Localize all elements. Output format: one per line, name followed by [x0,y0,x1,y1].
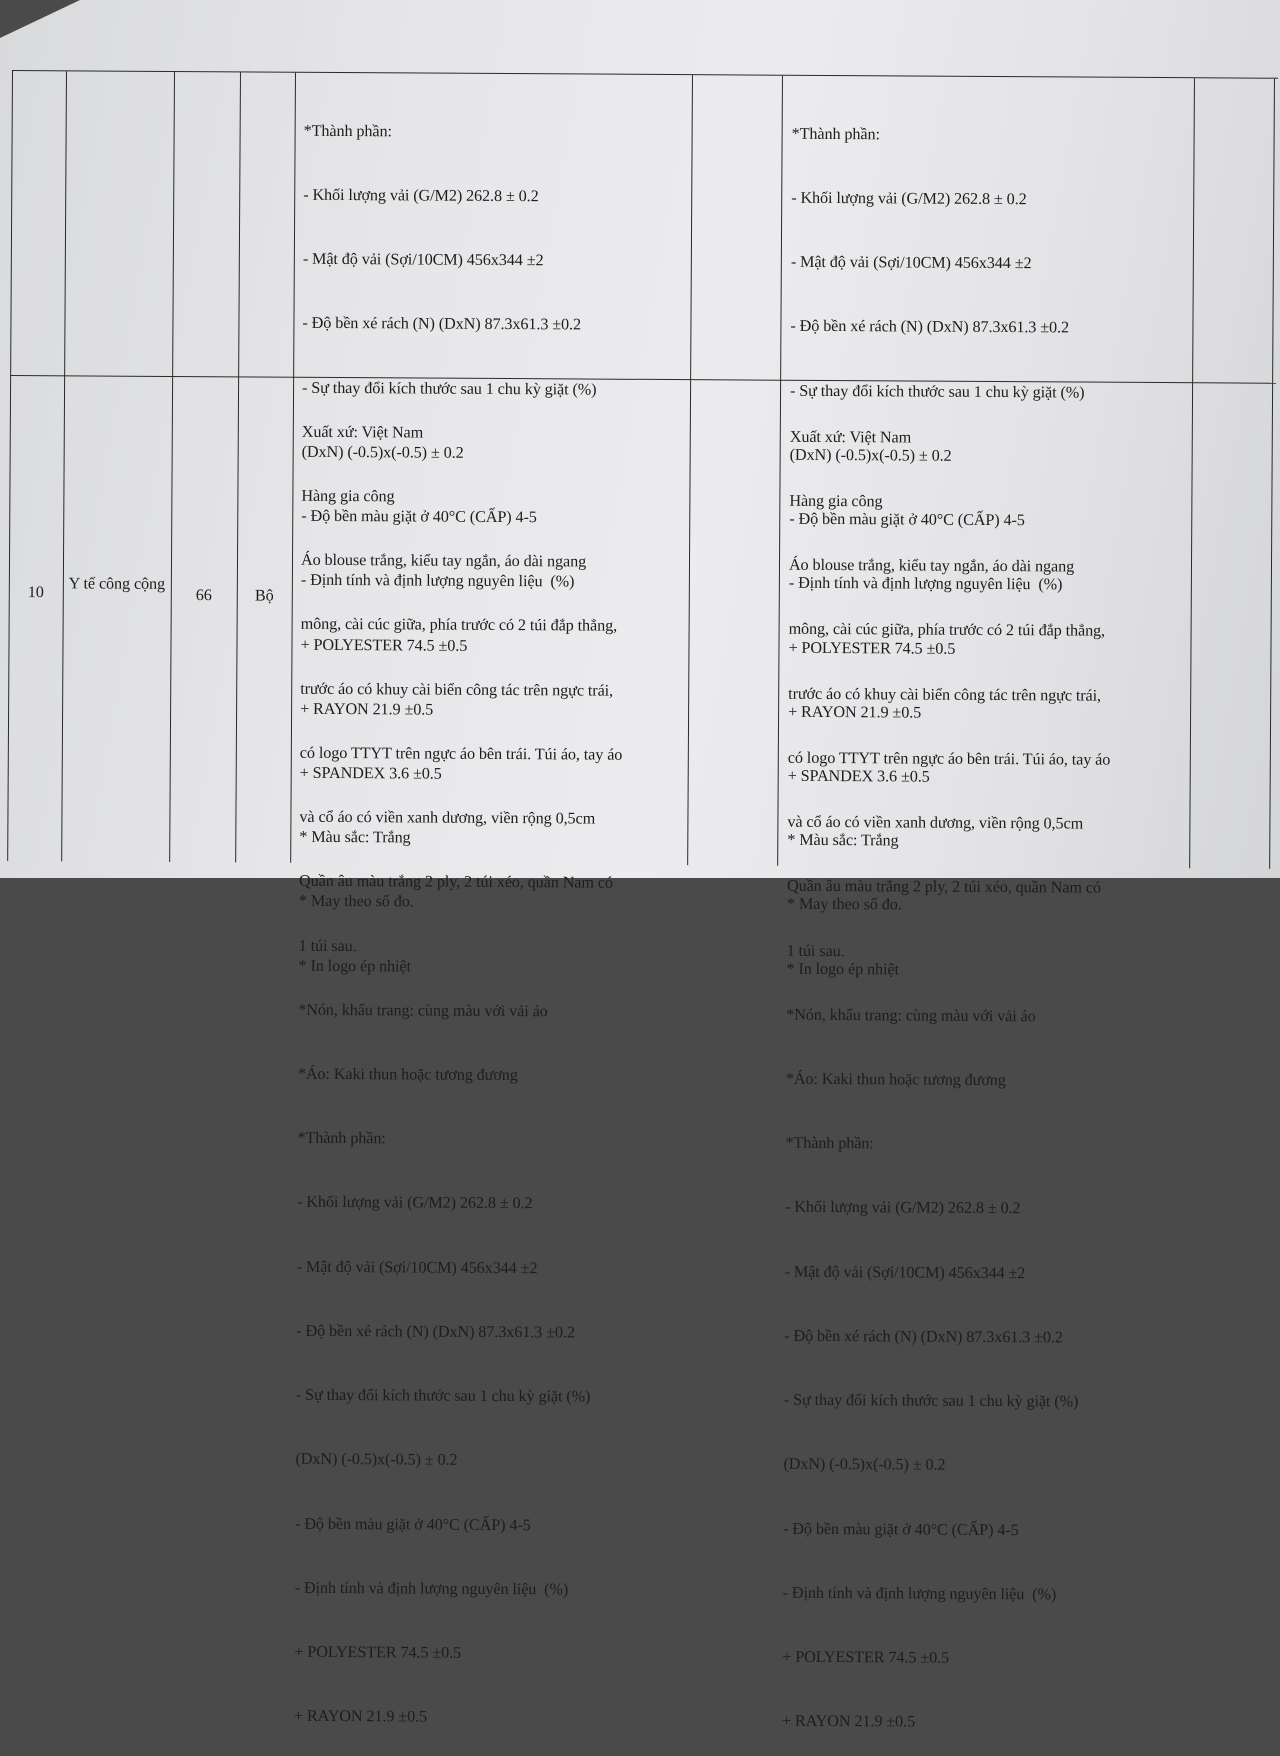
spec-line: và cổ áo có viền xanh dương, viền rộng 0,5cm [299,807,596,828]
spec-line: 1 túi sau. [298,936,357,955]
spec-line: - Khối lượng vải (G/M2) 262.8 ± 0.2 [297,1193,533,1213]
spec-line: mông, cài cúc giữa, phía trước có 2 túi đắp thẳng, [300,615,618,636]
spec-line: - Sự thay đổi kích thước sau 1 chu kỳ giặt (%) [790,381,1085,402]
spec-line: (DxN) (-0.5)x(-0.5) ± 0.2 [301,442,464,462]
spec-line: + POLYESTER 74.5 ±0.5 [300,635,468,655]
column-divider [235,72,241,862]
spec-line: - Sự thay đổi kích thước sau 1 chu kỳ giặt (%) [783,1390,1079,1411]
spec-line: + POLYESTER 74.5 ±0.5 [782,1647,950,1667]
spec-line: (DxN) (-0.5)x(-0.5) ± 0.2 [783,1455,946,1475]
spec-line: - Định tính và định lượng nguyên liệu (%) [788,574,1063,594]
spec-line: - Độ bền màu giặt ở 40°C (CẤP) 4-5 [295,1514,531,1534]
spec-line: - Mật độ vải (Sợi/10CM) 456x344 ±2 [302,250,544,270]
spec-line: - Khối lượng vải (G/M2) 262.8 ± 0.2 [791,188,1027,209]
spec-line: + POLYESTER 74.5 ±0.5 [788,638,956,658]
spec-line: - Mật độ vải (Sợi/10CM) 456x344 ±2 [790,253,1032,273]
spec-line: Hàng gia công [301,486,395,506]
spec-line: * In logo ép nhiệt [298,956,411,976]
spec-line: - Độ bền màu giặt ở 40°C (CẤP) 4-5 [301,506,537,527]
spec-line: - Độ bền xé rách (N) (DxN) 87.3x61.3 ±0.2 [296,1321,575,1342]
column-divider [777,76,783,866]
spec-line: - Mật độ vải (Sợi/10CM) 456x344 ±2 [784,1262,1026,1282]
row-number: 10 [27,583,44,602]
spec-line: + RAYON 21.9 ±0.5 [300,699,434,719]
spec-line: *Thành phần: [303,121,392,141]
column-divider [290,73,296,863]
spec-line: - Mật độ vải (Sợi/10CM) 456x344 ±2 [296,1257,538,1277]
spec-line: - Định tính và định lượng nguyên liệu (%) [294,1578,569,1599]
spec-line: Áo blouse trắng, kiểu tay ngắn, áo dài ngang [788,556,1075,576]
spec-line: - Độ bền xé rách (N) (DxN) 87.3x61.3 ±0.2 [302,314,582,334]
spec-line: - Độ bền xé rách (N) (DxN) 87.3x61.3 ±0.2 [784,1326,1063,1347]
spec-line: *Nón, khẩu trang: cùng màu với vải áo [786,1005,1036,1026]
spec-line: và cổ áo có viền xanh dương, viền rộng 0,5cm [787,812,1084,833]
spec-line: Quần âu màu trắng 2 ply, 2 túi xéo, quần Nam có [298,872,613,893]
spec-line: Hàng gia công [789,491,883,511]
spec-line: * May theo số đo. [786,895,902,914]
spec-line: (DxN) (-0.5)x(-0.5) ± 0.2 [789,445,952,465]
spec-line: + SPANDEX 3.6 ±0.5 [787,766,930,786]
spec-line: - Độ bền màu giặt ở 40°C (CẤP) 4-5 [783,1519,1019,1539]
quantity: 66 [195,586,212,605]
row-divider [10,375,1276,384]
spec-line: + RAYON 21.9 ±0.5 [788,702,922,722]
spec-line: - Sự thay đổi kích thước sau 1 chu kỳ giặt (%) [302,378,597,399]
spec-line: Áo blouse trắng, kiểu tay ngắn, áo dài ngang [300,551,587,571]
spec-line: (DxN) (-0.5)x(-0.5) ± 0.2 [295,1450,458,1470]
column-divider [169,72,175,862]
spec-line: *Thành phần: [297,1128,386,1148]
spec-line: *Áo: Kaki thun hoặc tương đương [297,1064,518,1085]
row10-spec-right [782,384,1113,1756]
spec-table [7,70,1278,1731]
spec-line: - Sự thay đổi kích thước sau 1 chu kỳ giặt (%) [295,1385,591,1406]
spec-line: * In logo ép nhiệt [786,959,899,979]
spec-line: + RAYON 21.9 ±0.5 [781,1711,916,1731]
spec-line: trước áo có khuy cài biển công tác trên ngực trái, [300,679,614,700]
spec-line: + POLYESTER 74.5 ±0.5 [294,1642,462,1662]
column-divider [687,75,693,865]
spec-line: + SPANDEX 3.6 ±0.5 [299,763,442,783]
spec-line: - Định tính và định lượng nguyên liệu (%) [782,1583,1057,1604]
spec-line: 1 túi sau. [786,941,845,960]
spec-line: * Màu sắc: Trắng [299,827,411,847]
row10-spec-left [294,379,625,1756]
spec-line: có logo TTYT trên ngực áo bên trái. Túi áo, tay áo [787,748,1111,769]
spec-line: + RAYON 21.9 ±0.5 [293,1706,428,1726]
spec-line: có logo TTYT trên ngực áo bên trái. Túi áo, tay áo [299,743,623,764]
spec-line: - Độ bền màu giặt ở 40°C (CẤP) 4-5 [789,509,1025,530]
spec-line: *Thành phần: [785,1133,874,1153]
column-divider [1189,78,1195,868]
spec-line: - Khối lượng vải (G/M2) 262.8 ± 0.2 [303,185,539,206]
item-name: Y tế công cộng [68,574,166,593]
spec-line: - Độ bền xé rách (N) (DxN) 87.3x61.3 ±0.2 [790,317,1070,337]
spec-line: Xuất xứ: Việt Nam [301,422,424,442]
spec-line: Quần âu màu trắng 2 ply, 2 túi xéo, quần Nam có [786,877,1101,898]
spec-line: mông, cài cúc giữa, phía trước có 2 túi đắp thẳng, [788,620,1106,641]
spec-line: - Khối lượng vải (G/M2) 262.8 ± 0.2 [785,1198,1021,1218]
unit: Bộ [254,586,274,605]
spec-line: Xuất xứ: Việt Nam [789,427,912,447]
spec-line: - Định tính và định lượng nguyên liệu (%) [300,571,575,591]
spec-line: trước áo có khuy cài biển công tác trên ngực trái, [788,684,1102,705]
spec-line: * May theo số đo. [298,892,414,911]
column-divider [61,71,67,861]
spec-line: *Nón, khẩu trang: cùng màu với vải áo [298,1000,548,1021]
spec-line: *Áo: Kaki thun hoặc tương đương [785,1069,1006,1090]
spec-line: *Thành phần: [791,124,880,144]
spec-line: * Màu sắc: Trắng [787,830,899,850]
